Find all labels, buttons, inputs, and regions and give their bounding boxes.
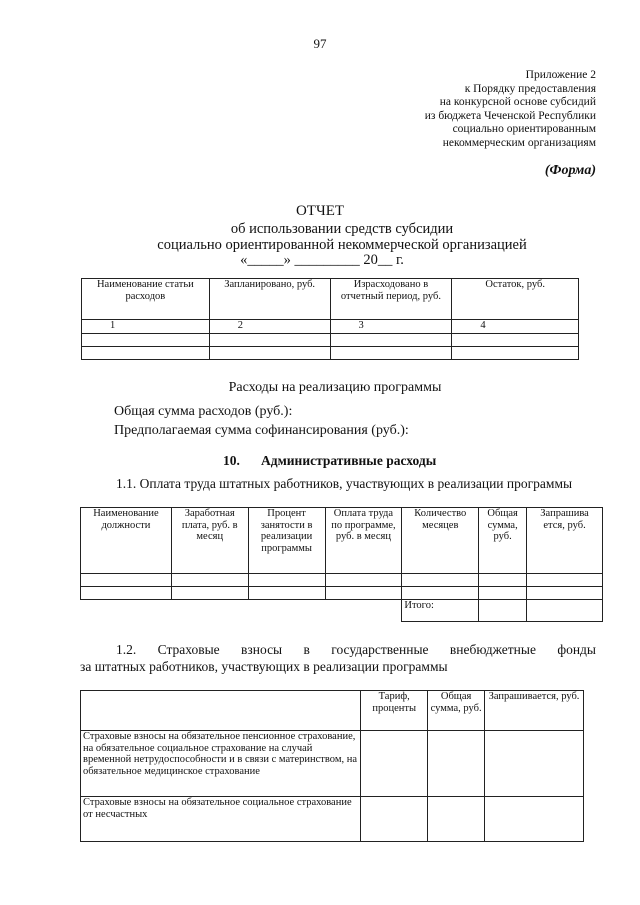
column-number: 1 (82, 320, 210, 334)
table-cell[interactable] (361, 731, 428, 797)
table-header: Общая сумма, руб. (479, 508, 527, 574)
table-cell[interactable] (248, 587, 325, 600)
appendix-line: некоммерческим организациям (442, 136, 596, 149)
table-header: Израсходовано в отчетный период, руб. (330, 279, 452, 320)
table-cell[interactable] (428, 797, 485, 842)
report-date-line: «_____» _________ 20__ г. (240, 252, 404, 268)
section-1-2-line: 1.2. Страховые взносы в государственные внебюджетные фонды (116, 642, 596, 657)
table-header: Запрашивается, руб. (485, 691, 584, 731)
appendix-line: из бюджета Чеченской Республики (424, 109, 596, 122)
row-label: Страховые взносы на обязательное пенсионное страхование, на обязательное социальное страхование на случай временной нетрудоспособности и в связи с материнством, на обязательное медицинское страхование (81, 731, 361, 797)
table-header: Запланировано, руб. (209, 279, 330, 320)
row-label: Страховые взносы на обязательное социальное страхование от несчастных (81, 797, 361, 842)
report-subtitle-line: об использовании средств субсидии (230, 221, 454, 237)
section-1-2-line: за штатных работников, участвующих в реализации программы (80, 659, 448, 674)
table-cell[interactable] (330, 347, 452, 360)
table-cell[interactable] (82, 347, 210, 360)
empty-cell (325, 600, 402, 622)
table-cell[interactable] (452, 347, 579, 360)
section-1-1-title: 1.1. Оплата труда штатных работников, участвующих в реализации программы (116, 476, 573, 491)
total-label: Итого: (402, 600, 479, 622)
table-header: Запрашива ется, руб. (527, 508, 603, 574)
table-header: Наименование статьи расходов (82, 279, 210, 320)
table-cell[interactable] (485, 731, 584, 797)
empty-cell (248, 600, 325, 622)
table-cell[interactable] (81, 574, 172, 587)
section-number: 10. (223, 453, 240, 468)
table-cell[interactable] (248, 574, 325, 587)
table-cell[interactable] (171, 574, 248, 587)
report-subtitle (0, 222, 640, 269)
table-cell[interactable] (485, 797, 584, 842)
admin-expenses-heading (223, 453, 436, 469)
table-header (81, 691, 361, 731)
insurance-contributions-table (80, 690, 584, 842)
staff-salary-table (80, 507, 603, 622)
section-1-2-title (80, 641, 596, 675)
table-header: Заработная плата, руб. в месяц (171, 508, 248, 574)
table-cell[interactable] (527, 587, 603, 600)
table-cell[interactable] (402, 587, 479, 600)
report-title: ОТЧЕТ (295, 203, 345, 219)
appendix-line: Приложение 2 (525, 69, 596, 81)
table-header: Тариф, проценты (361, 691, 428, 731)
table-cell[interactable] (527, 600, 603, 622)
table-cell[interactable] (428, 731, 485, 797)
appendix-line: к Порядку предоставления (464, 82, 596, 95)
table-cell[interactable] (479, 574, 527, 587)
column-number: 4 (452, 320, 579, 334)
total-expenses-label: Общая сумма расходов (руб.): (114, 404, 293, 419)
form-label: (Форма) (544, 163, 596, 178)
table-cell[interactable] (171, 587, 248, 600)
table-cell[interactable] (81, 587, 172, 600)
table-header: Общая сумма, руб. (428, 691, 485, 731)
table-cell[interactable] (209, 347, 330, 360)
table-header: Наименование должности (81, 508, 172, 574)
column-number: 3 (330, 320, 452, 334)
table-cell[interactable] (479, 600, 527, 622)
table-cell[interactable] (209, 334, 330, 347)
table-cell[interactable] (361, 797, 428, 842)
table-header: Остаток, руб. (452, 279, 579, 320)
page-number: 97 (313, 36, 327, 51)
table-cell[interactable] (330, 334, 452, 347)
table-cell[interactable] (325, 587, 402, 600)
table-cell[interactable] (402, 574, 479, 587)
table-cell[interactable] (452, 334, 579, 347)
report-subtitle-line: социально ориентированной некоммерческой организацией (157, 236, 527, 253)
table-header: Оплата труда по программе, руб. в месяц (325, 508, 402, 574)
section-title: Административные расходы (261, 453, 437, 468)
expenses-summary-table (81, 278, 579, 360)
empty-cell (81, 600, 172, 622)
appendix-header (425, 69, 596, 150)
table-cell[interactable] (82, 334, 210, 347)
table-header: Количество месяцев (402, 508, 479, 574)
empty-cell (171, 600, 248, 622)
table-header: Процент занятости в реализации программы (248, 508, 325, 574)
column-number: 2 (209, 320, 330, 334)
table-cell[interactable] (527, 574, 603, 587)
table-cell[interactable] (479, 587, 527, 600)
cofinancing-label: Предполагаемая сумма софинансирования (руб.): (114, 423, 409, 438)
appendix-line: на конкурсной основе субсидий (439, 96, 596, 108)
table-cell[interactable] (325, 574, 402, 587)
program-expenses-title: Расходы на реализацию программы (228, 380, 442, 395)
appendix-line: социально ориентированным (452, 123, 596, 135)
